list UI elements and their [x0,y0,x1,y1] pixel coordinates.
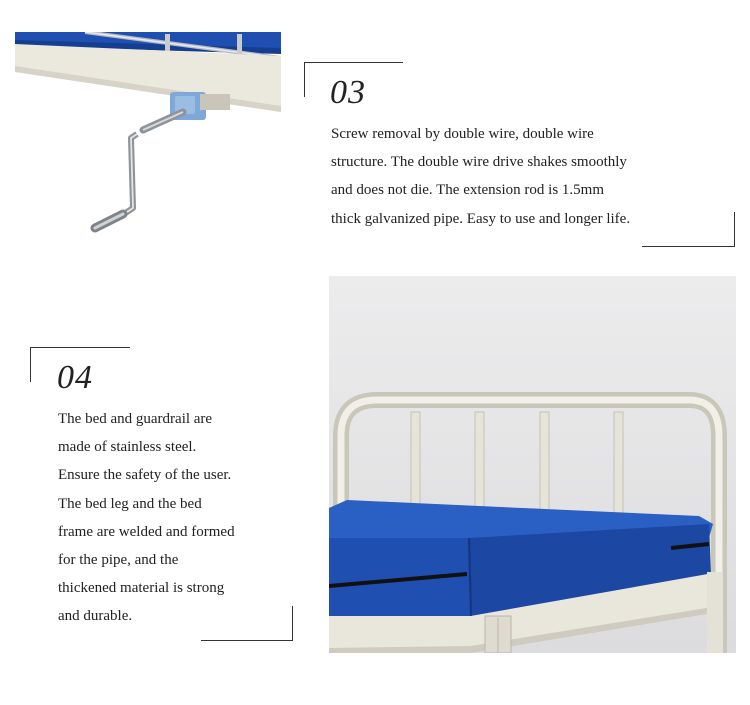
section-description [58,405,308,631]
description-line: structure. The double wire drive shakes smoothly [331,154,627,171]
description-line: The bed leg and the bed [58,495,202,512]
corner-bracket-bottom-right [201,606,293,641]
description-line: thick galvanized pipe. Easy to use and longer life. [331,210,631,227]
description-line: for the pipe, and the [58,552,179,569]
description-line: made of stainless steel. [58,439,197,456]
description-line: The bed and guardrail are [58,411,213,427]
section-number: 04 [57,359,93,396]
crank-handle-photo [15,32,281,244]
description-line: Screw removal by double wire, double wire [331,126,594,142]
description-line: Ensure the safety of the user. [58,467,232,484]
corner-bracket-bottom-right [642,212,735,247]
description-line: thickened material is strong [58,580,225,597]
bed-headboard-photo [329,276,736,653]
description-line: and does not die. The extension rod is 1.5mm [331,182,605,199]
description-line: and durable. [58,608,133,625]
section-number: 03 [330,74,366,111]
description-line: frame are welded and formed [58,523,235,540]
